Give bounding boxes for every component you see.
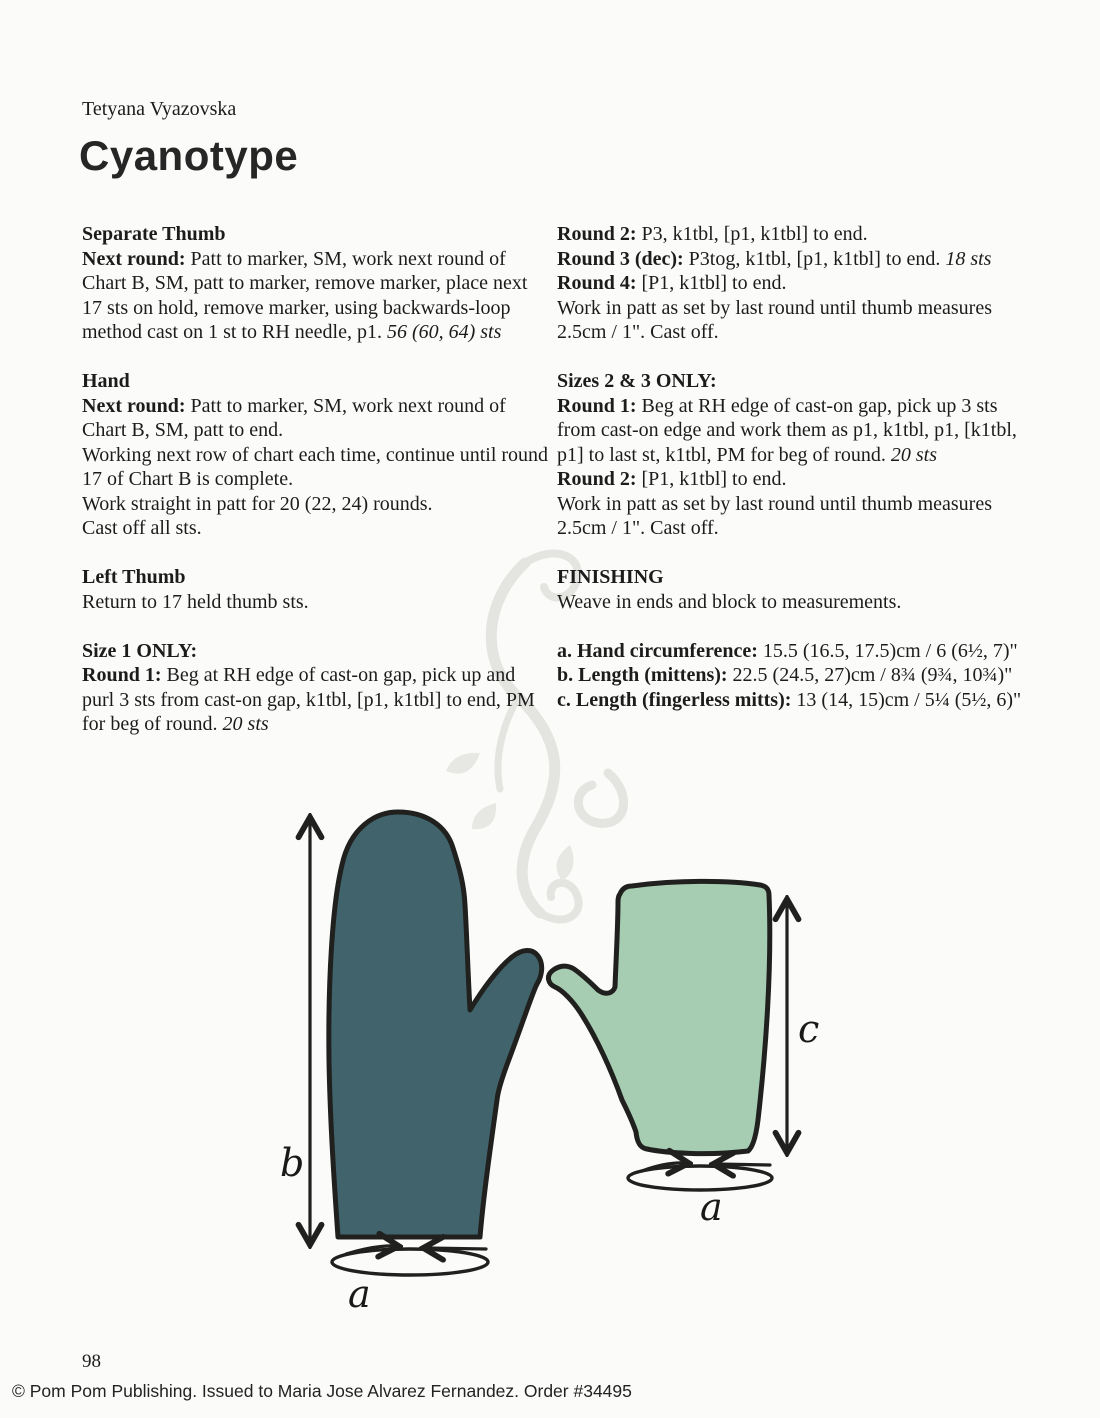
paragraph: Cast off all sts. (82, 517, 202, 539)
paragraph: b. Length (mittens): 22.5 (24.5, 27)cm / 8¾ (9¾, 10¾)" (557, 664, 1013, 686)
section (557, 565, 1025, 614)
paragraph: Work in patt as set by last round until thumb measures 2.5cm / 1". Cast off. (557, 492, 992, 539)
section-heading: Sizes 2 & 3 ONLY: (557, 370, 717, 392)
section (557, 222, 1025, 345)
label-b: b (280, 1141, 305, 1185)
paragraph: Work straight in patt for 20 (22, 24) rounds. (82, 492, 433, 515)
section-heading: Hand (82, 370, 130, 392)
section-heading: Left Thumb (82, 566, 186, 588)
paragraph: c. Length (fingerless mitts): 13 (14, 15)cm / 5¼ (5½, 6)" (557, 688, 1022, 711)
section (557, 369, 1025, 541)
page-number: 98 (82, 1351, 101, 1372)
left-column (82, 222, 550, 761)
copyright-line: © Pom Pom Publishing. Issued to Maria Jose Alvarez Fernandez. Order #34495 (12, 1381, 632, 1401)
label-a-mitt: a (700, 1185, 723, 1229)
paragraph: Round 1: Beg at RH edge of cast-on gap, pick up 3 sts from cast-on edge and work them as p1, k1tbl, p1, [k1tbl, p1] to last st, k1tbl, PM for beg of round. 20 sts (557, 394, 1017, 466)
paragraph: Weave in ends and block to measurements. (557, 590, 902, 613)
label-c: c (798, 1007, 820, 1051)
section-heading: Size 1 ONLY: (82, 639, 198, 662)
section (82, 639, 550, 737)
page-title: Cyanotype (79, 132, 299, 179)
section (82, 222, 550, 345)
paragraph: Return to 17 held thumb sts. (82, 590, 309, 613)
paragraph: Round 2: [P1, k1tbl] to end. (557, 468, 787, 490)
section (557, 639, 1025, 713)
paragraph: Work in patt as set by last round until thumb measures 2.5cm / 1". Cast off. (557, 296, 992, 343)
section (82, 565, 550, 614)
measurement-diagram (250, 790, 870, 1320)
paragraph: Working next row of chart each time, continue until round 17 of Chart B is complete. (82, 443, 549, 490)
paragraph: Next round: Patt to marker, SM, work next round of Chart B, SM, patt to marker, remove marker, place next 17 sts on hold, remove marker, using backwards-loop method cast on 1 st to RH needle, p1. 56 (60, 64) sts (82, 247, 528, 343)
section (82, 369, 550, 541)
circumference-arrow-a-mitten (332, 1246, 488, 1275)
right-column (557, 222, 1025, 737)
paragraph: Round 3 (dec): P3tog, k1tbl, [p1, k1tbl] to end. 18 sts (557, 247, 992, 270)
label-a-mitten: a (348, 1272, 371, 1316)
paragraph: Round 4: [P1, k1tbl] to end. (557, 272, 787, 294)
paragraph: a. Hand circumference: 15.5 (16.5, 17.5)cm / 6 (6½, 7)" (557, 639, 1018, 662)
fingerless-mitt-figure (548, 881, 769, 1153)
mitten-figure (329, 812, 542, 1240)
paragraph: Next round: Patt to marker, SM, work next round of Chart B, SM, patt to end. (82, 394, 506, 441)
section-heading: FINISHING (557, 566, 664, 588)
author-name: Tetyana Vyazovska (82, 98, 237, 120)
paragraph: Round 2: P3, k1tbl, [p1, k1tbl] to end. (557, 223, 868, 245)
paragraph: Round 1: Beg at RH edge of cast-on gap, pick up and purl 3 sts from cast-on gap, k1tbl, [p1, k1tbl] to end, PM for beg of round. 20 sts (82, 664, 535, 735)
section-heading: Separate Thumb (82, 223, 226, 245)
